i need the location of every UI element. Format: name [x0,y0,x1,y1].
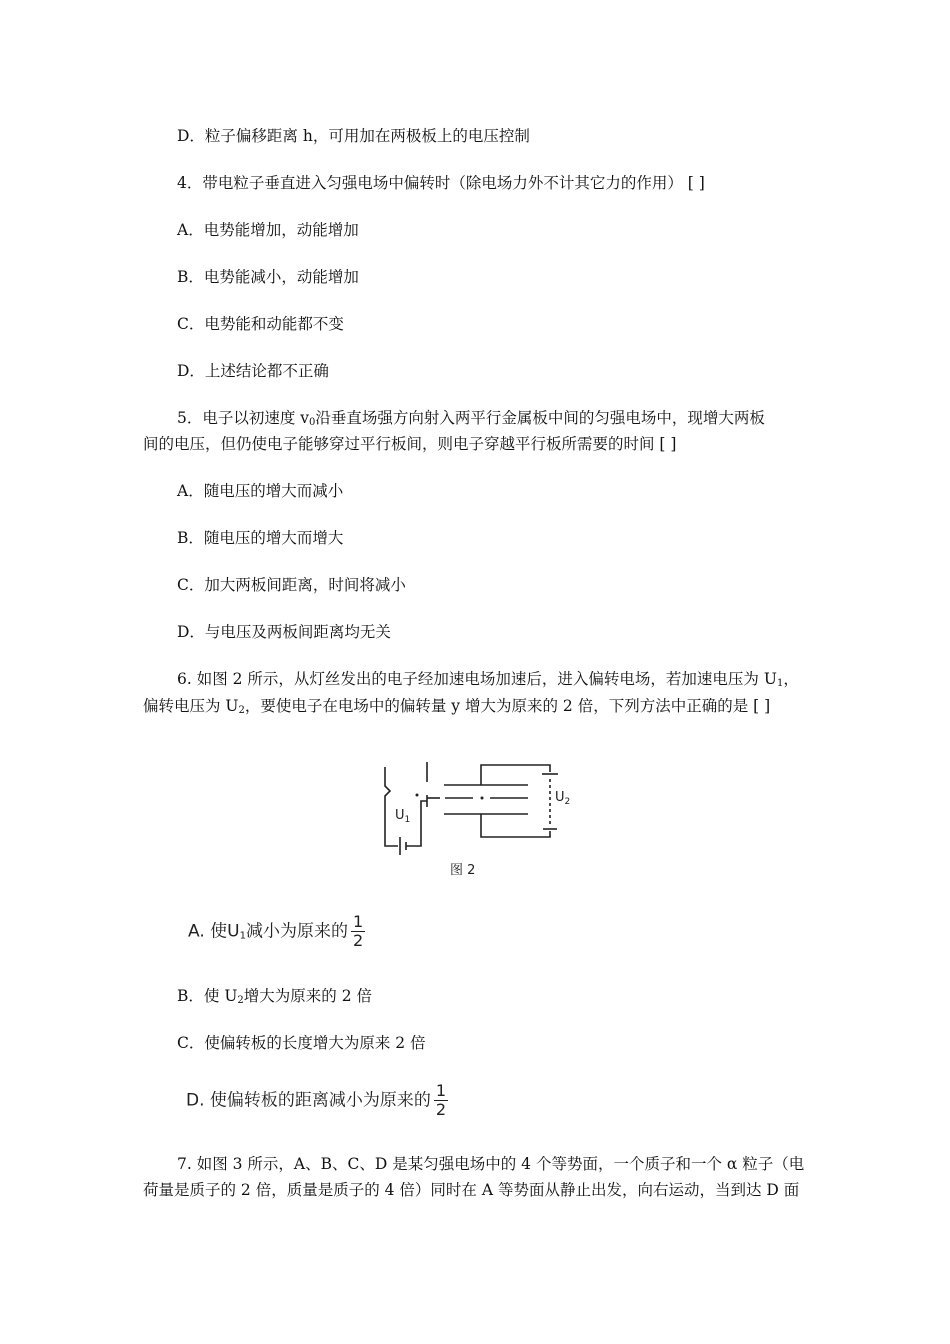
q6-stem1-sub: 1 [776,678,784,689]
q6-option-a-text2: 减小为原来的 [245,921,348,942]
q6-option-d-text: D. 使偏转板的距离减小为原来的 [186,1090,431,1111]
q6-stem2-part2: ，要使电子在电场中的偏转量 y 增大为原来的 2 倍，下列方法中正确的是 [ ] [244,697,771,715]
fraction-numerator: 1 [352,912,364,931]
q4-stem: 4．带电粒子垂直进入匀强电场中偏转时（除电场力外不计其它力的作用） [ ] [177,174,705,192]
q3-option-d: D．粒子偏移距离 h，可用加在两极板上的电压控制 [177,127,530,145]
q5-option-b: B．随电压的增大而增大 [177,529,344,547]
u2-label: $U_2$ [555,790,571,807]
beam-center-dot [481,797,484,800]
q6-option-a-sub: 1 [239,930,246,942]
fraction-one-half-d [434,1082,448,1119]
q4-option-a: A．电势能增加，动能增加 [177,221,359,239]
q6-stem-line2 [143,696,770,721]
q5-option-d: D．与电压及两板间距离均无关 [177,623,391,641]
q6-option-c: C．使偏转板的长度增大为原来 2 倍 [177,1034,426,1052]
q6-option-b-sub: 2 [237,995,244,1006]
q6-option-b [177,986,372,1011]
q6-stem2-sub: 2 [238,705,245,716]
q5-stem-part2: 沿垂直场强方向射入两平行金属板中间的匀强电场中，现增大两板 [315,409,765,427]
q5-stem-line1 [177,408,765,433]
q6-option-d [186,1082,448,1119]
upper-plate-wire [481,765,550,785]
q4-option-d: D．上述结论都不正确 [177,362,329,380]
lower-plate-wire [481,814,550,837]
figure-caption: 图 2 [450,863,476,878]
q6-option-b-text1: B．使 U [177,987,238,1005]
q6-stem-line1 [177,669,799,694]
fraction-denominator-d: 2 [435,1100,447,1119]
figure-2-circuit [378,757,583,885]
q6-option-a-text1: A. 使U [188,921,240,942]
q4-option-c: C．电势能和动能都不变 [177,315,344,333]
u1-label: $U_1$ [395,808,411,825]
filament-wire [385,767,398,846]
q5-stem-line2: 间的电压，但仍使电子能够穿过平行板间，则电子穿越平行板所需要的时间 [ ] [143,435,677,453]
q6-stem1-part2: ， [783,670,799,688]
fraction-numerator-d: 1 [435,1081,447,1100]
u1-dot [416,794,419,797]
fraction-denominator: 2 [352,931,364,950]
q6-stem2-part1: 偏转电压为 U [143,697,239,715]
q7-stem-line1: 7. 如图 3 所示，A、B、C、D 是某匀强电场中的 4 个等势面，一个质子和一个 α 粒子（电 [177,1155,805,1173]
q6-stem1-part1: 6. 如图 2 所示，从灯丝发出的电子经加速电场加速后，进入偏转电场，若加速电压为 U [177,670,777,688]
q4-option-b: B．电势能减小，动能增加 [177,268,359,286]
q5-stem-part1: 5．电子以初速度 v [177,409,310,427]
fraction-one-half [351,913,365,950]
q5-option-c: C．加大两板间距离，时间将减小 [177,576,406,594]
q6-option-a [188,913,365,950]
q6-option-b-text2: 增大为原来的 2 倍 [243,987,372,1005]
q5-stem-sub: 0 [309,417,316,428]
q7-stem-line2: 荷量是质子的 2 倍，质量是质子的 4 倍）同时在 A 等势面从静止出发，向右运动，当到达 D 面 [143,1181,800,1199]
q5-option-a: A．随电压的增大而减小 [177,482,344,500]
